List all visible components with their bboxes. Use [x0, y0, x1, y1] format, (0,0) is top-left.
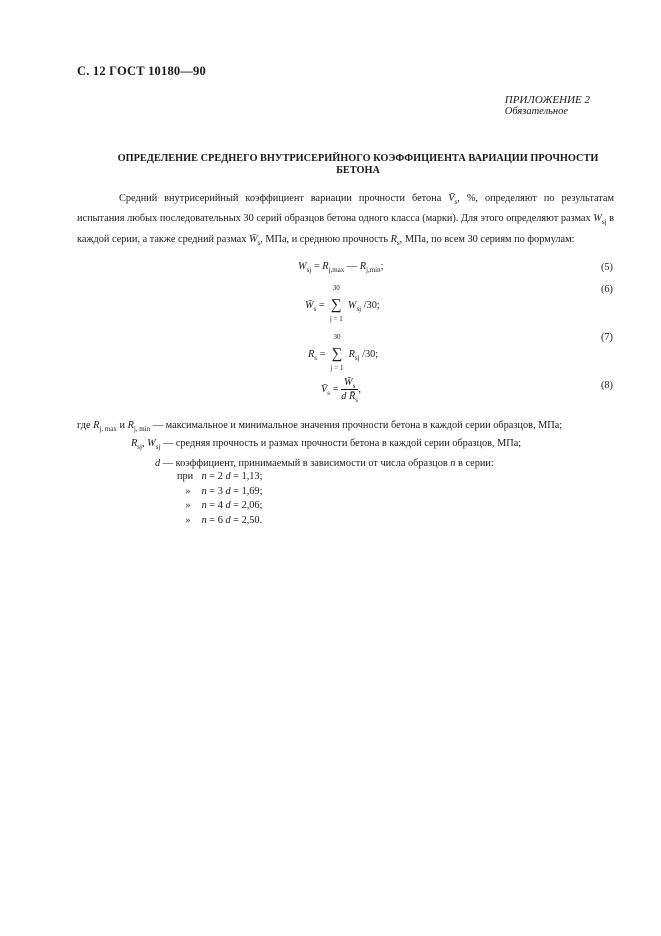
- intro-paragraph: Средний внутрисерийный коэффициент вариации прочности бетона $V̄_s$, %, определяют по результатам испытания любых последовательных 30 серий образцов бетона одного класса (марки). Для этого определяют размах $W_{sj}$ в каждой серии, а также средний размах $W̄_s$, МПа, и среднюю прочность $R_s$, МПа, по всем 30 сериям по формулам:: [77, 193, 615, 247]
- coefficient-list: [175, 470, 262, 528]
- equation-7-number: (7): [600, 332, 613, 343]
- equation-5-number: (5): [600, 262, 613, 273]
- definition-2: $R_{sj}$, $W_{sj}$ — средняя прочность и размах прочности бетона в каждой серии образцов, МПа;: [131, 438, 522, 451]
- section-title-line-1: ОПРЕДЕЛЕНИЕ СРЕДНЕГО ВНУТРИСЕРИЙНОГО КОЭФФИЦИЕНТА ВАРИАЦИИ ПРОЧНОСТИ: [117, 153, 599, 164]
- equation-6: $W̄_s$ = 30 ∑ j = 1 $W_{sj}$ /30;: [305, 284, 380, 323]
- equation-8: $V̄_s$ = $\frac{W̄_s}{d R̄_s}$ ,: [321, 377, 361, 404]
- para-text-1: Средний внутрисерийный коэффициент вариации прочности бетона: [119, 193, 449, 204]
- list-item: при n = 2 d = 1,13;: [177, 471, 263, 482]
- section-title: [78, 153, 638, 177]
- list-item: » n = 3 d = 1,69;: [185, 485, 263, 497]
- appendix-title: ПРИЛОЖЕНИЕ 2: [504, 94, 590, 106]
- sum-symbol: 30 ∑ j = 1: [329, 284, 343, 323]
- para-text-4: , МПа, и среднюю прочность: [260, 233, 391, 245]
- appendix-label: [505, 94, 590, 118]
- page-header: С. 12 ГОСТ 10180—90: [77, 64, 206, 78]
- equation-5: $W_{sj} = R_{j,max}$ — $R_{j,min}$;: [298, 261, 384, 274]
- equation-8-number: (8): [600, 380, 613, 391]
- equation-7: $R_s$ = 30 ∑ j = 1 $R_{sj}$ /30;: [308, 333, 379, 372]
- fraction: $\frac{W̄_s}{d R̄_s}$: [341, 377, 359, 404]
- para-text-2: , %, определяют по результатам испытания любых последовательных 30 серий образцов бетона одного класса (марки). Для этого определяют размах: [77, 193, 614, 225]
- section-title-line-2: БЕТОНА: [336, 165, 380, 176]
- appendix-status: Обязательное: [504, 106, 569, 117]
- equation-6-number: (6): [600, 284, 613, 295]
- definition-3: d — коэффициент, принимаемый в зависимости от числа образцов n в серии:: [155, 458, 494, 469]
- definition-1: где $R_{j, max}$ и $R_{j, min}$ — максимальное и минимальное значения прочности бетона в каждой серии образцов, МПа;: [77, 420, 563, 433]
- sum-symbol: 30 ∑ j = 1: [330, 333, 344, 372]
- para-text-3: в каждой серии, а также средний размах: [77, 213, 615, 245]
- list-item: » n = 6 d = 2,50.: [185, 514, 263, 526]
- list-item: » n = 4 d = 2,06;: [185, 500, 263, 511]
- para-text-5: , МПа, по всем 30 сериям по формулам:: [399, 233, 575, 245]
